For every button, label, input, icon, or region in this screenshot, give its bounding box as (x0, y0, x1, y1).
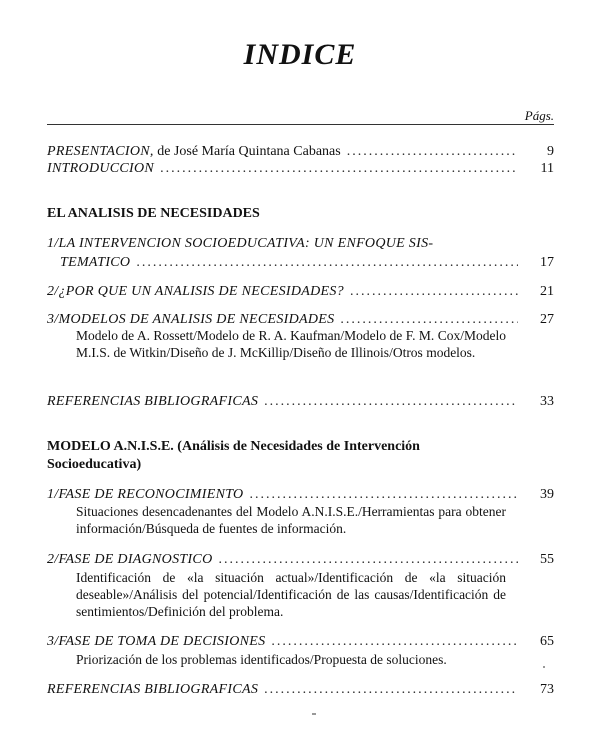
entry-description: Identificación de «la situación actual»/Identificación de «la situación deseable»/Análisis del potencial/Identificación de las causas/Identificación de sentimientos/Definición del problema. (76, 570, 506, 619)
page-number: 21 (540, 284, 554, 299)
entry-description: Priorización de los problemas identificados/Propuesta de soluciones. (76, 652, 447, 667)
section-heading: EL ANALISIS DE NECESIDADES (47, 206, 260, 221)
entry-label: 2/FASE DE DIAGNOSTICO (47, 552, 213, 567)
leader-dots (264, 393, 518, 410)
toc-entry-s1[interactable] (47, 235, 554, 252)
entry-label: 2/¿POR QUE UN ANALISIS DE NECESIDADES? (47, 284, 344, 299)
entry-label: PRESENTACION, (47, 144, 154, 159)
toc-entry-introduccion[interactable] (47, 160, 554, 177)
toc-entry-references-1[interactable] (47, 393, 554, 410)
entry-description: Modelo de A. Rossett/Modelo de R. A. Kaufman/Modelo de F. M. Cox/Modelo M.I.S. de Witkin/Diseño de J. McKillip/Diseño de Illinois/Otros modelos. (76, 328, 506, 360)
page-number: 11 (540, 161, 554, 176)
toc-entry-s2[interactable] (47, 283, 554, 300)
entry-label: REFERENCIAS BIBLIOGRAFICAS (47, 682, 259, 697)
leader-dots (347, 143, 518, 160)
leader-dots (350, 283, 518, 300)
page-title: INDICE (243, 38, 357, 71)
leader-dots (340, 311, 518, 328)
entry-label: INTRODUCCION (47, 161, 155, 176)
entry-label: REFERENCIAS BIBLIOGRAFICAS (47, 394, 259, 409)
page-number: 9 (547, 144, 554, 159)
page-number: 27 (540, 312, 554, 327)
leader-dots (264, 681, 518, 698)
leader-dots (271, 633, 518, 650)
section-heading-cont: Socioeducativa) (47, 457, 142, 472)
leader-dots (136, 254, 518, 271)
entry-description: Situaciones desencadenantes del Modelo A.N.I.S.E./Herramientas para obtener información/Búsqueda de fuentes de información. (76, 504, 506, 536)
page-number: 55 (540, 552, 554, 567)
toc-entry-f2[interactable] (47, 551, 554, 568)
entry-label: 1/LA INTERVENCION SOCIOEDUCATIVA: UN ENFOQUE SIS- (47, 236, 434, 251)
page-number: 17 (540, 255, 554, 270)
toc-entry-presentacion[interactable] (47, 143, 554, 160)
toc-entry-references-2[interactable] (47, 681, 554, 698)
section-heading: MODELO A.N.I.S.E. (Análisis de Necesidades de Intervención (47, 439, 420, 454)
header-rule (47, 124, 554, 125)
page-number: 33 (540, 394, 554, 409)
scan-speck (312, 713, 316, 715)
entry-author: de José María Quintana Cabanas (153, 144, 341, 159)
leader-dots (218, 551, 518, 568)
toc-entry-s3[interactable] (47, 311, 554, 328)
entry-label: 1/FASE DE RECONOCIMIENTO (47, 487, 244, 502)
scan-speck (543, 666, 545, 668)
entry-label-cont: TEMATICO (60, 255, 131, 270)
pages-column-label: Págs. (524, 108, 554, 123)
entry-label: 3/FASE DE TOMA DE DECISIONES (47, 634, 266, 649)
leader-dots (249, 486, 518, 503)
page-number: 73 (540, 682, 554, 697)
page-number: 65 (540, 634, 554, 649)
toc-entry-f1[interactable] (47, 486, 554, 503)
toc-entry-s1-cont[interactable] (47, 254, 554, 271)
leader-dots (160, 160, 518, 177)
entry-label: 3/MODELOS DE ANALISIS DE NECESIDADES (47, 312, 335, 327)
toc-entry-f3[interactable] (47, 633, 554, 650)
page-number: 39 (540, 487, 554, 502)
